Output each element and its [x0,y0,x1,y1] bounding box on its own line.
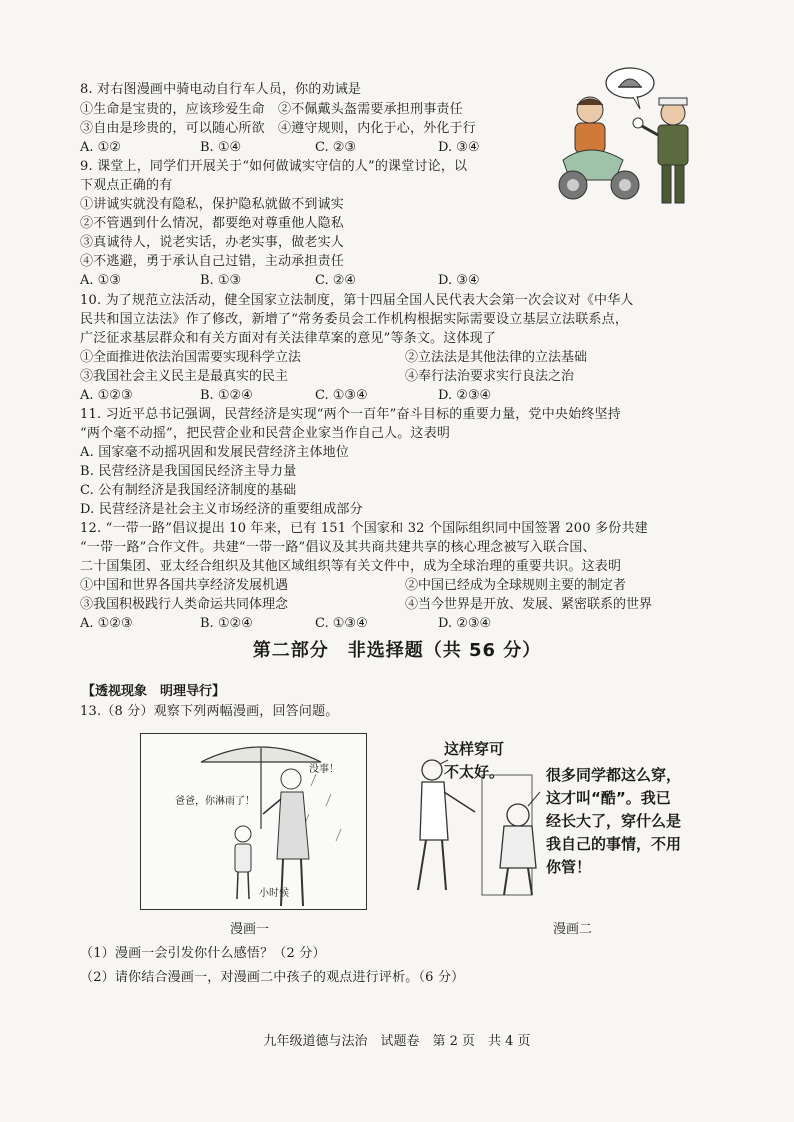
q8-option-a: A. ①② [80,140,121,155]
section-heading: 【透视现象 明理导行】 [82,684,226,699]
q10-statement-3: ③我国社会主义民主是最真实的民主 [80,369,289,384]
cartoon-one-child-speech: 爸爸，你淋雨了！ [175,796,255,807]
q12-stem-line-2: “一带一路”合作文件。共建“一带一路”倡议及其共商共建共享的核心理念被写入联合国、 [80,540,596,555]
q10-option-a: A. ①②③ [80,388,133,403]
q10-options [80,386,540,405]
cartoon-two-adult-line-1: 这样穿可 [444,740,505,758]
q12-stem-line-1: 12. “一带一路”倡议提出 10 年来，已有 151 个国家和 32 个国际组织同中国签署 200 多份共建 [80,521,648,536]
cartoon-two-caption: 漫画二 [553,922,593,937]
q9-stem-line-2: 下观点正确的有 [80,178,173,193]
q10-statements-3-4 [80,367,680,386]
q10-statement-4: ④奉行法治要求实行良法之治 [405,369,575,384]
q12-statement-1: ①中国和世界各国共享经济发展机遇 [80,578,289,593]
q11-option-c: C. 公有制经济是我国经济制度的基础 [80,483,297,498]
q10-option-c: C. ①③④ [315,388,368,403]
q9-statement-1: ①讲诚实就没有隐私，保护隐私就做不到诚实 [80,197,345,212]
q9-statement-4: ④不逃避，勇于承认自己过错，主动承担责任 [80,254,345,269]
q10-stem-line-3: 广泛征求基层群众和有关方面对有关法律草案的意见”等条文。这体现了 [80,331,497,346]
q8-option-b: B. ①④ [200,140,242,155]
q10-stem-line-2: 民共和国立法法》作了修改，新增了“常务委员会工作机构根据实际需要设立基层立法联系点， [80,312,629,327]
q10-statements-1-2 [80,348,680,367]
q10-statement-2: ②立法法是其他法律的立法基础 [405,350,588,365]
q8-option-d: D. ③④ [438,140,480,155]
part-two-title: 第二部分 非选择题（共 56 分） [252,640,542,661]
q9-statement-3: ③真诚待人，说老实话，办老实事，做老实人 [80,235,345,250]
q8-option-c: C. ②③ [315,140,357,155]
q12-statement-4: ④当今世界是开放、发展、紧密联系的世界 [405,597,653,612]
q12-statements-3-4 [80,595,710,614]
cartoon-one-label: 小时候 [259,888,289,899]
q8-statement-1-2: ①生命是宝贵的，应该珍爱生命 ②不佩戴头盔需要承担刑事责任 [80,102,463,117]
q12-statement-2: ②中国已经成为全球规则主要的制定者 [405,578,627,593]
q8-cartoon-illustration [545,65,710,210]
cartoon-two [400,730,718,910]
q11-stem-line-1: 11. 习近平总书记强调，民营经济是实现“两个一百年”奋斗目标的重要力量，党中央始终坚持 [80,407,621,422]
q13-stem: 13.（8 分）观察下列两幅漫画，回答问题。 [80,704,339,719]
page-footer: 九年级道德与法治 试题卷 第 2 页 共 4 页 [263,1034,531,1049]
q12-options [80,614,540,633]
q8-stem: 8. 对右图漫画中骑电动自行车人员，你的劝诫是 [80,82,362,97]
q9-option-c: C. ②④ [315,273,357,288]
q8-statement-3-4: ③自由是珍贵的，可以随心所欲 ④遵守规则，内化于心，外化于行 [80,121,477,136]
q12-stem-line-3: 二十国集团、亚太经合组织及其他区域组织等有关文件中，成为全球治理的重要共识。这表明 [80,559,622,574]
q13-subquestion-2: （2）请你结合漫画一，对漫画二中孩子的观点进行评析。（6 分） [80,970,465,985]
q9-options [80,271,540,290]
q11-stem-line-2: “两个毫不动摇”，把民营企业和民营企业家当作自己人。这表明 [80,426,451,441]
q12-statement-3: ③我国积极践行人类命运共同体理念 [80,597,289,612]
cartoon-two-child-line-4: 我自己的事情，不用 [546,835,682,853]
q10-option-d: D. ②③④ [438,388,492,403]
q11-option-d: D. 民营经济是社会主义市场经济的重要组成部分 [80,502,363,517]
q10-statement-1: ①全面推进依法治国需要实现科学立法 [80,350,302,365]
q10-option-b: B. ①②④ [200,388,253,403]
q9-option-d: D. ③④ [438,273,480,288]
q9-stem-line-1: 9. 课堂上，同学们开展关于“如何做诚实守信的人”的课堂讨论，以 [80,159,468,174]
cartoon-one [140,733,367,910]
cartoon-two-child-line-3: 经长大了，穿什么是 [546,812,682,830]
cartoon-two-adult-speech [444,738,504,784]
cartoon-two-adult-line-2: 不太好。 [444,763,505,781]
cartoon-one-father-speech: 没事！ [309,764,339,775]
cartoon-two-child-speech [546,764,681,879]
q12-option-d: D. ②③④ [438,616,492,631]
q9-option-b: B. ①③ [200,273,242,288]
q11-option-a: A. 国家毫不动摇巩固和发展民营经济主体地位 [80,445,350,460]
cartoon-two-child-line-1: 很多同学都这么穿， [546,766,682,784]
q9-option-a: A. ①③ [80,273,121,288]
q12-option-b: B. ①②④ [200,616,253,631]
q9-statement-2: ②不管遇到什么情况，都要绝对尊重他人隐私 [80,216,345,231]
q8-options [80,138,540,157]
cartoon-one-caption: 漫画一 [230,922,270,937]
cartoon-two-child-line-2: 这才叫“酷”。我已 [546,789,671,807]
q10-stem-line-1: 10. 为了规范立法活动，健全国家立法制度，第十四届全国人民代表大会第一次会议对《中华人 [80,293,634,308]
q11-option-b: B. 民营经济是我国国民经济主导力量 [80,464,297,479]
q12-option-a: A. ①②③ [80,616,133,631]
q12-statements-1-2 [80,576,710,595]
q13-subquestion-1: （1）漫画一会引发你什么感悟？（2 分） [80,946,326,961]
q12-option-c: C. ①③④ [315,616,368,631]
cartoon-two-child-line-5: 你管！ [546,858,592,876]
